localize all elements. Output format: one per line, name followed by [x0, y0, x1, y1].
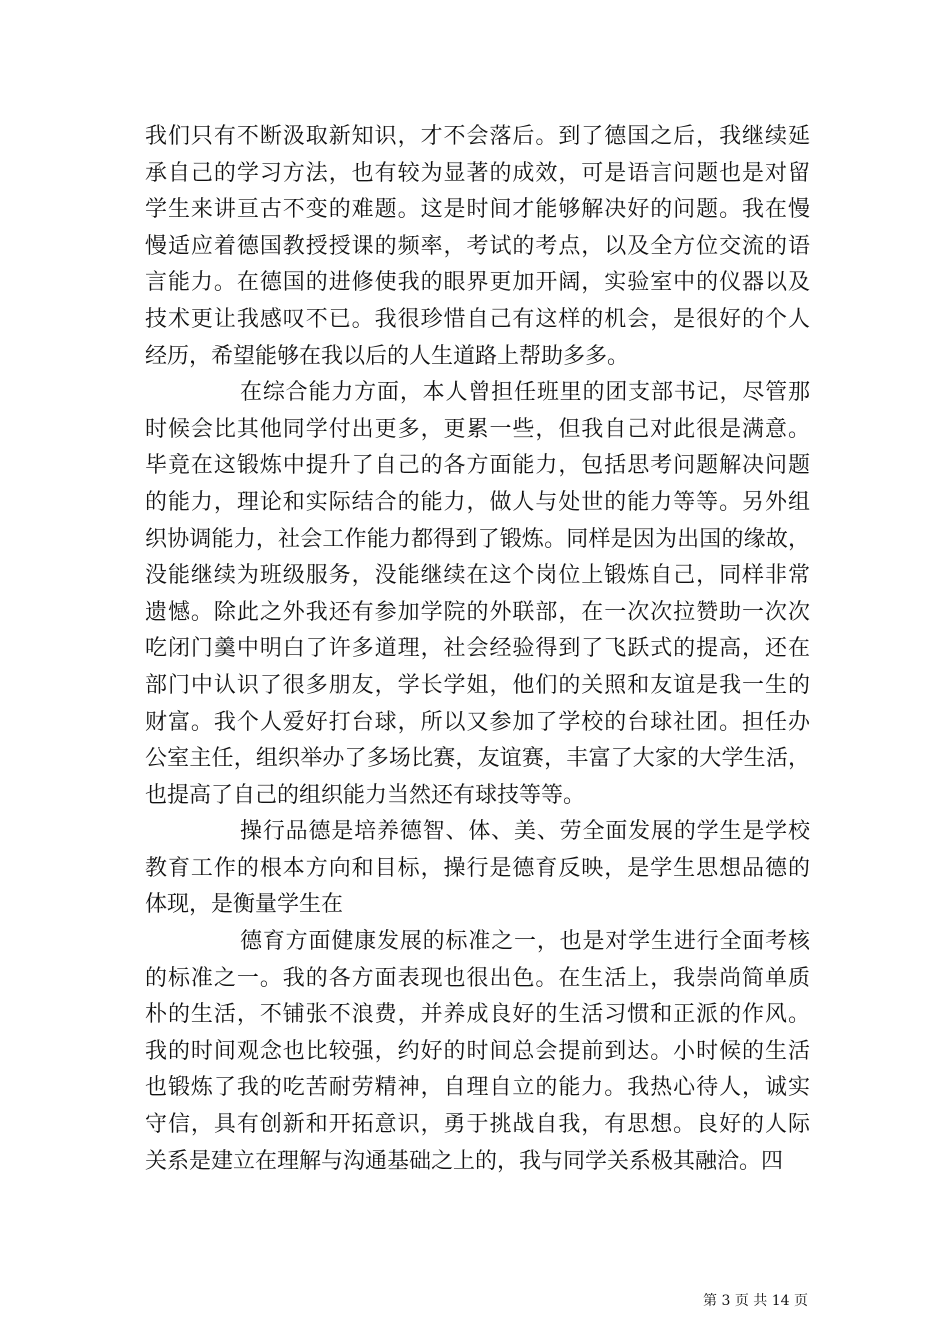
- text-line: 操行品德是培养德智、体、美、劳全面发展的学生是学校: [240, 819, 810, 845]
- paragraph: [145, 375, 810, 814]
- text-line: 在综合能力方面，本人曾担任班里的团支部书记，尽管那: [240, 380, 810, 406]
- text-line: 财富。我个人爱好打台球，所以又参加了学校的台球社团。担任办: [145, 709, 810, 735]
- text-line: 体现，是衡量学生在: [145, 892, 344, 918]
- text-line: 公室主任，组织举办了多场比赛，友谊赛，丰富了大家的大学生活，: [145, 746, 810, 772]
- text-line: 织协调能力，社会工作能力都得到了锻炼。同样是因为出国的缘故，: [145, 526, 810, 552]
- text-line: 遗憾。除此之外我还有参加学院的外联部，在一次次拉赞助一次次: [145, 599, 810, 625]
- text-line: 学生来讲亘古不变的难题。这是时间才能够解决好的问题。我在慢: [145, 197, 810, 223]
- text-line: 没能继续为班级服务，没能继续在这个岗位上锻炼自己，同样非常: [145, 563, 810, 589]
- page-number-footer: 第 3 页 共 14 页: [703, 1293, 808, 1309]
- text-line: 也提高了自己的组织能力当然还有球技等等。: [145, 782, 586, 808]
- text-line: 毕竟在这锻炼中提升了自己的各方面能力，包括思考问题解决问题: [145, 453, 810, 479]
- text-line: 经历，希望能够在我以后的人生道路上帮助多多。: [145, 343, 630, 369]
- paragraph: [145, 924, 810, 1180]
- text-line: 也锻炼了我的吃苦耐劳精神，自理自立的能力。我热心待人，诚实: [145, 1075, 810, 1101]
- text-line: 的能力，理论和实际结合的能力，做人与处世的能力等等。另外组: [145, 489, 810, 515]
- text-line: 我的时间观念也比较强，约好的时间总会提前到达。小时候的生活: [145, 1038, 810, 1064]
- text-line: 德育方面健康发展的标准之一，也是对学生进行全面考核: [240, 929, 810, 955]
- paragraph: [145, 119, 810, 375]
- text-line: 教育工作的根本方向和目标，操行是德育反映，是学生思想品德的: [145, 855, 810, 881]
- body-text: [145, 119, 810, 1180]
- text-line: 部门中认识了很多朋友，学长学姐，他们的关照和友谊是我一生的: [145, 672, 810, 698]
- text-line: 言能力。在德国的进修使我的眼界更加开阔，实验室中的仪器以及: [145, 270, 810, 296]
- text-line: 我们只有不断汲取新知识，才不会落后。到了德国之后，我继续延: [145, 124, 810, 149]
- text-line: 朴的生活，不铺张不浪费，并养成良好的生活习惯和正派的作风。: [145, 1002, 810, 1028]
- text-line: 关系是建立在理解与沟通基础之上的，我与同学关系极其融洽。四: [145, 1148, 784, 1174]
- text-line: 守信，具有创新和开拓意识，勇于挑战自我，有思想。良好的人际: [145, 1112, 810, 1138]
- text-line: 慢适应着德国教授授课的频率，考试的考点，以及全方位交流的语: [145, 233, 810, 259]
- text-line: 时候会比其他同学付出更多，更累一些，但我自己对此很是满意。: [145, 416, 810, 442]
- text-line: 吃闭门羹中明白了许多道理，社会经验得到了飞跃式的提高，还在: [145, 636, 810, 662]
- text-line: 的标准之一。我的各方面表现也很出色。在生活上，我崇尚简单质: [145, 965, 810, 991]
- paragraph: [145, 814, 810, 924]
- text-line: 承自己的学习方法，也有较为显著的成效，可是语言问题也是对留: [145, 160, 810, 186]
- text-line: 技术更让我感叹不已。我很珍惜自己有这样的机会，是很好的个人: [145, 306, 810, 332]
